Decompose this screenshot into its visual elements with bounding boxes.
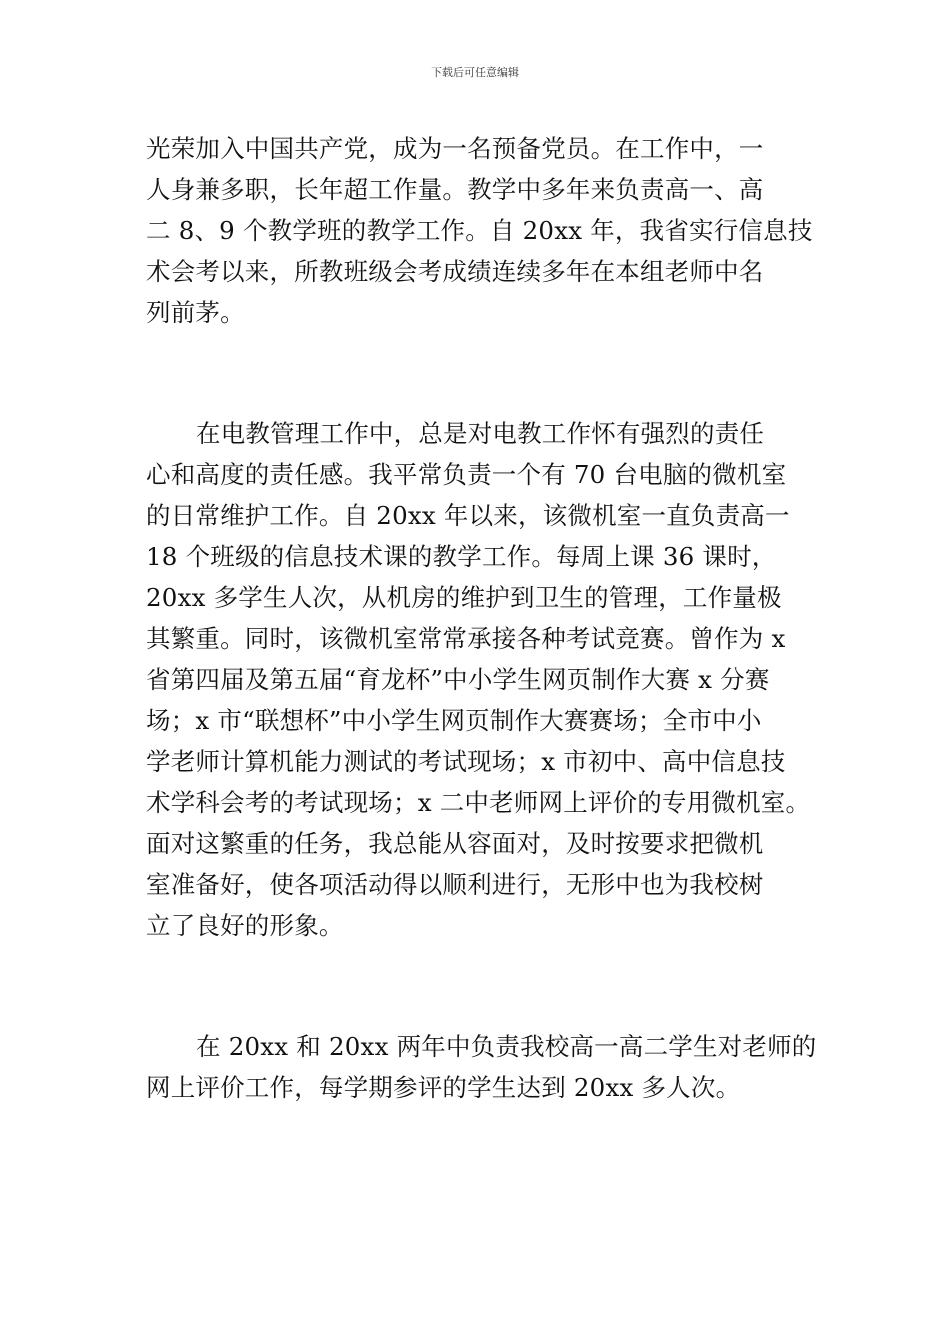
paragraph-3 [146,1026,826,1108]
text-line: 列前茅。 [146,298,245,327]
text-line: 学老师计算机能力测试的考试现场；x 市初中、高中信息技 [146,747,786,776]
document-body [146,128,826,1108]
paragraph-spacer [146,946,826,1026]
paragraph-1 [146,128,826,333]
text-line: 场；x 市“联想杯”中小学生网页制作大赛赛场；全市中小 [146,706,762,735]
text-line: 省第四届及第五届“育龙杯”中小学生网页制作大赛 x 分赛 [146,665,770,694]
text-line: 网上评价工作，每学期参评的学生达到 20xx 多人次。 [146,1073,741,1102]
text-line: 室准备好，使各项活动得以顺利进行，无形中也为我校树 [146,870,764,899]
text-line: 的日常维护工作。自 20xx 年以来，该微机室一直负责高一 [146,501,790,530]
paragraph-2 [146,413,826,946]
paragraph-spacer [146,333,826,413]
text-line: 术会考以来，所教班级会考成绩连续多年在本组老师中名 [146,257,764,286]
text-line: 立了良好的形象。 [146,911,344,940]
text-line: 术学科会考的考试现场；x 二中老师网上评价的专用微机室。 [146,788,811,817]
text-line: 人身兼多职，长年超工作量。教学中多年来负责高一、高 [146,175,764,204]
text-line: 在 20xx 和 20xx 两年中负责我校高一高二学生对老师的 [196,1032,817,1061]
page-header-note: 下载后可任意编辑 [431,66,519,79]
text-line: 面对这繁重的任务，我总能从容面对，及时按要求把微机 [146,829,764,858]
text-line: 在电教管理工作中，总是对电教工作怀有强烈的责任 [196,419,765,448]
text-line: 20xx 多学生人次，从机房的维护到卫生的管理，工作量极 [146,583,782,612]
text-line: 二 8、9 个教学班的教学工作。自 20xx 年，我省实行信息技 [146,216,813,245]
text-line: 其繁重。同时，该微机室常常承接各种考试竞赛。曾作为 x [146,624,786,653]
text-line: 18 个班级的信息技术课的教学工作。每周上课 36 课时， [146,542,777,571]
text-line: 光荣加入中国共产党，成为一名预备党员。在工作中，一 [146,134,764,163]
text-line: 心和高度的责任感。我平常负责一个有 70 台电脑的微机室 [146,460,787,489]
